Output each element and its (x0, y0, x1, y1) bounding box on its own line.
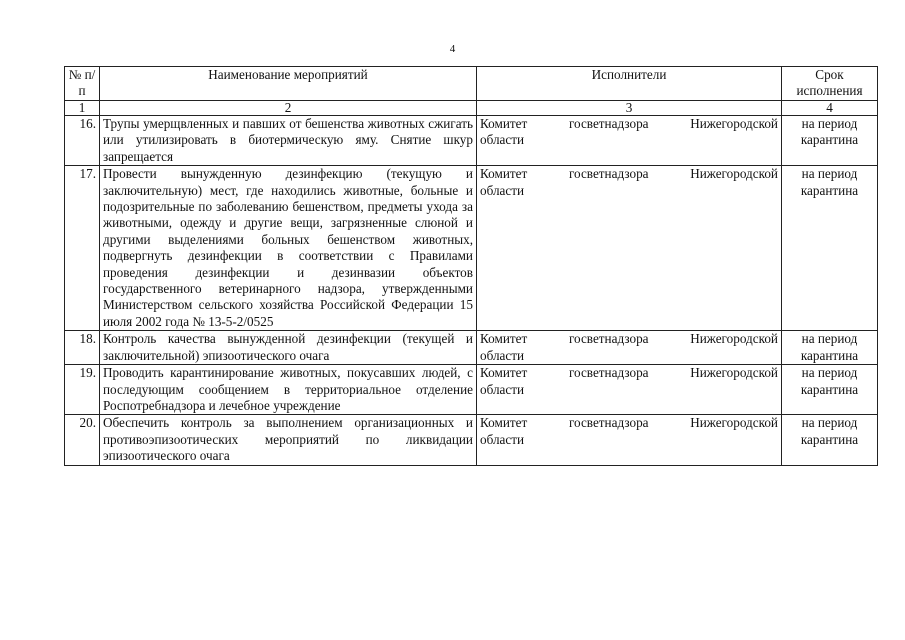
table-row (65, 415, 878, 465)
measure-name: Обеспечить контроль за выполнением организационных и противоэпизоотических мероприятий по ликвидации эпизоотического очага (100, 415, 477, 465)
executor-word: Нижегородской (690, 331, 778, 347)
executor-first-line (480, 331, 778, 347)
executors-cell (477, 415, 782, 465)
table-row (65, 166, 878, 331)
executor-first-line (480, 415, 778, 431)
executor-word: госветнадзора (568, 116, 649, 131)
measure-name: Проводить карантинирование животных, покусавших людей, с последующим сообщением в территориальное отделение Роспотребнадзора и лечебное учреждение (100, 365, 477, 415)
table-row (65, 365, 878, 415)
row-number: 18. (65, 331, 100, 365)
column-index: 4 (782, 101, 878, 116)
executor-region: области (480, 347, 525, 363)
column-index: 1 (65, 101, 100, 116)
term-cell: на период карантина (782, 116, 878, 166)
measures-table (64, 66, 878, 466)
term-cell: на период карантина (782, 365, 878, 415)
row-number: 20. (65, 415, 100, 465)
executor-word: Нижегородской (690, 365, 778, 381)
term-cell: на период карантина (782, 331, 878, 365)
row-number: 16. (65, 116, 100, 166)
column-index: 3 (477, 101, 782, 116)
executor-word: Комитет (480, 331, 528, 347)
executors-cell (477, 331, 782, 365)
row-number: 17. (65, 166, 100, 331)
header-number: № п/п (65, 67, 100, 101)
executors-cell (477, 365, 782, 415)
executor-word: Нижегородской (690, 415, 778, 431)
column-index: 2 (100, 101, 477, 116)
row-number: 19. (65, 365, 100, 415)
column-index-row (65, 101, 878, 116)
measure-name: Провести вынужденную дезинфекцию (текущую и заключительную) мест, где находились животные, больные и подозрительные по заболеванию бешенством, предметы ухода за животными, одежду и другие вещи, загрязненные слюной и другими выделениями больных бешенством животных, подвергнуть дезинфекции в соответствии с Правилами проведения дезинфекции и дезинвазии объектов государственного ветеринарного надзора, утвержденными Министерством сельского хозяйства Российской Федерации 15 июля 2002 года № 13-5-2/0525 (100, 166, 477, 331)
executor-word: госветнадзора (568, 365, 649, 381)
table-row (65, 116, 878, 166)
executor-region: области (480, 431, 525, 447)
executors-cell (477, 116, 782, 166)
executor-word: Комитет (480, 116, 528, 131)
executor-region: области (480, 132, 525, 148)
executor-region: области (480, 182, 525, 198)
executor-word: госветнадзора (568, 166, 649, 182)
executor-first-line (480, 116, 778, 132)
executor-word: Нижегородской (690, 116, 778, 131)
executors-cell (477, 166, 782, 331)
executor-first-line (480, 166, 778, 182)
table-header-row (65, 67, 878, 101)
header-term: Срок исполнения (782, 67, 878, 101)
term-cell: на период карантина (782, 415, 878, 465)
executor-word: госветнадзора (568, 415, 649, 431)
measure-name: Трупы умерщвленных и павших от бешенства животных сжигать или утилизировать в биотермическую яму. Снятие шкур запрещается (100, 116, 477, 166)
executor-word: Комитет (480, 166, 528, 182)
executor-word: госветнадзора (568, 331, 649, 347)
executor-word: Нижегородской (690, 166, 778, 182)
term-cell: на период карантина (782, 166, 878, 331)
executor-word: Комитет (480, 365, 528, 381)
page-number: 4 (449, 43, 456, 55)
measure-name: Контроль качества вынужденной дезинфекции (текущей и заключительной) эпизоотического очага (100, 331, 477, 365)
header-executors: Исполнители (477, 67, 782, 101)
executor-word: Комитет (480, 415, 528, 431)
executor-region: области (480, 381, 525, 397)
header-measure-name: Наименование мероприятий (100, 67, 477, 101)
executor-first-line (480, 365, 778, 381)
table-row (65, 331, 878, 365)
